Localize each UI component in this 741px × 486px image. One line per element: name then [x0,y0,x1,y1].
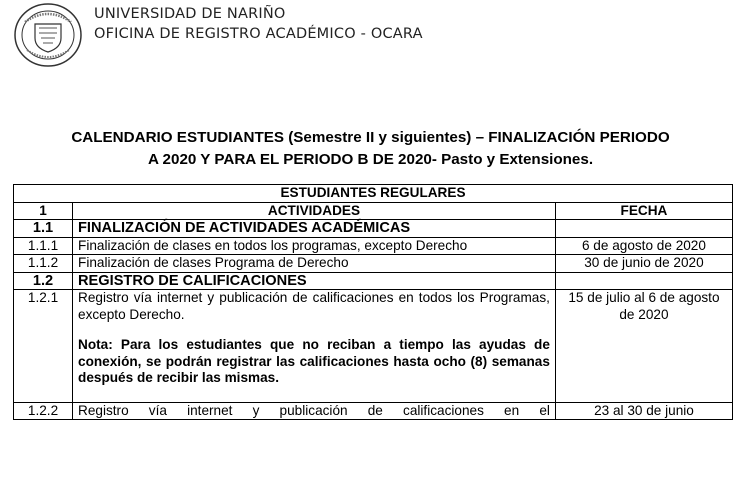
row-num: 1.1.1 [14,237,73,255]
calendar-table [13,184,733,420]
row-date [555,220,732,238]
header-activity: ACTIVIDADES [73,202,556,220]
section-title: REGISTRO DE CALIFICACIONES [73,272,556,290]
institution-name: UNIVERSIDAD DE NARIÑO [94,6,286,22]
section-row [14,220,733,238]
university-seal-icon [13,2,83,68]
table-row [14,237,733,255]
table-group-row [14,185,733,203]
row-date: 15 de julio al 6 de agosto de 2020 [555,290,732,403]
row-date: 23 al 30 de junio [555,402,732,420]
activity-text: Registro vía internet y publicación de calificaciones en todos los Programas, excepto Derecho. [78,290,550,322]
row-date [555,272,732,290]
row-num: 1.1 [14,220,73,238]
row-date: 30 de junio de 2020 [555,255,732,273]
row-activity: Finalización de clases en todos los programas, excepto Derecho [73,237,556,255]
table-header-row [14,202,733,220]
row-num: 1.1.2 [14,255,73,273]
row-activity: Registro vía internet y publicación de calificaciones en el [73,402,556,420]
row-num: 1.2.1 [14,290,73,403]
table-row [14,290,733,403]
row-num: 1.2 [14,272,73,290]
section-title: FINALIZACIÓN DE ACTIVIDADES ACADÉMICAS [73,220,556,238]
row-num: 1.2.2 [14,402,73,420]
table-row [14,255,733,273]
group-title: ESTUDIANTES REGULARES [14,185,733,203]
section-row [14,272,733,290]
table-row [14,402,733,420]
document-title [0,127,741,171]
row-activity [73,290,556,403]
header-num: 1 [14,202,73,220]
activity-note: Nota: Para los estudiantes que no reciban a tiempo las ayudas de conexión, se podrán registrar las calificaciones hasta ocho (8) semanas después de recibir las mismas. [78,337,550,385]
office-name: OFICINA DE REGISTRO ACADÉMICO - OCARA [94,26,423,42]
letterhead [13,2,513,68]
row-activity: Finalización de clases Programa de Derecho [73,255,556,273]
title-line-1: CALENDARIO ESTUDIANTES (Semestre II y siguientes) – FINALIZACIÓN PERIODO [71,129,670,146]
row-date: 6 de agosto de 2020 [555,237,732,255]
header-date: FECHA [555,202,732,220]
title-line-2: A 2020 Y PARA EL PERIODO B DE 2020- Pasto y Extensiones. [147,151,594,168]
